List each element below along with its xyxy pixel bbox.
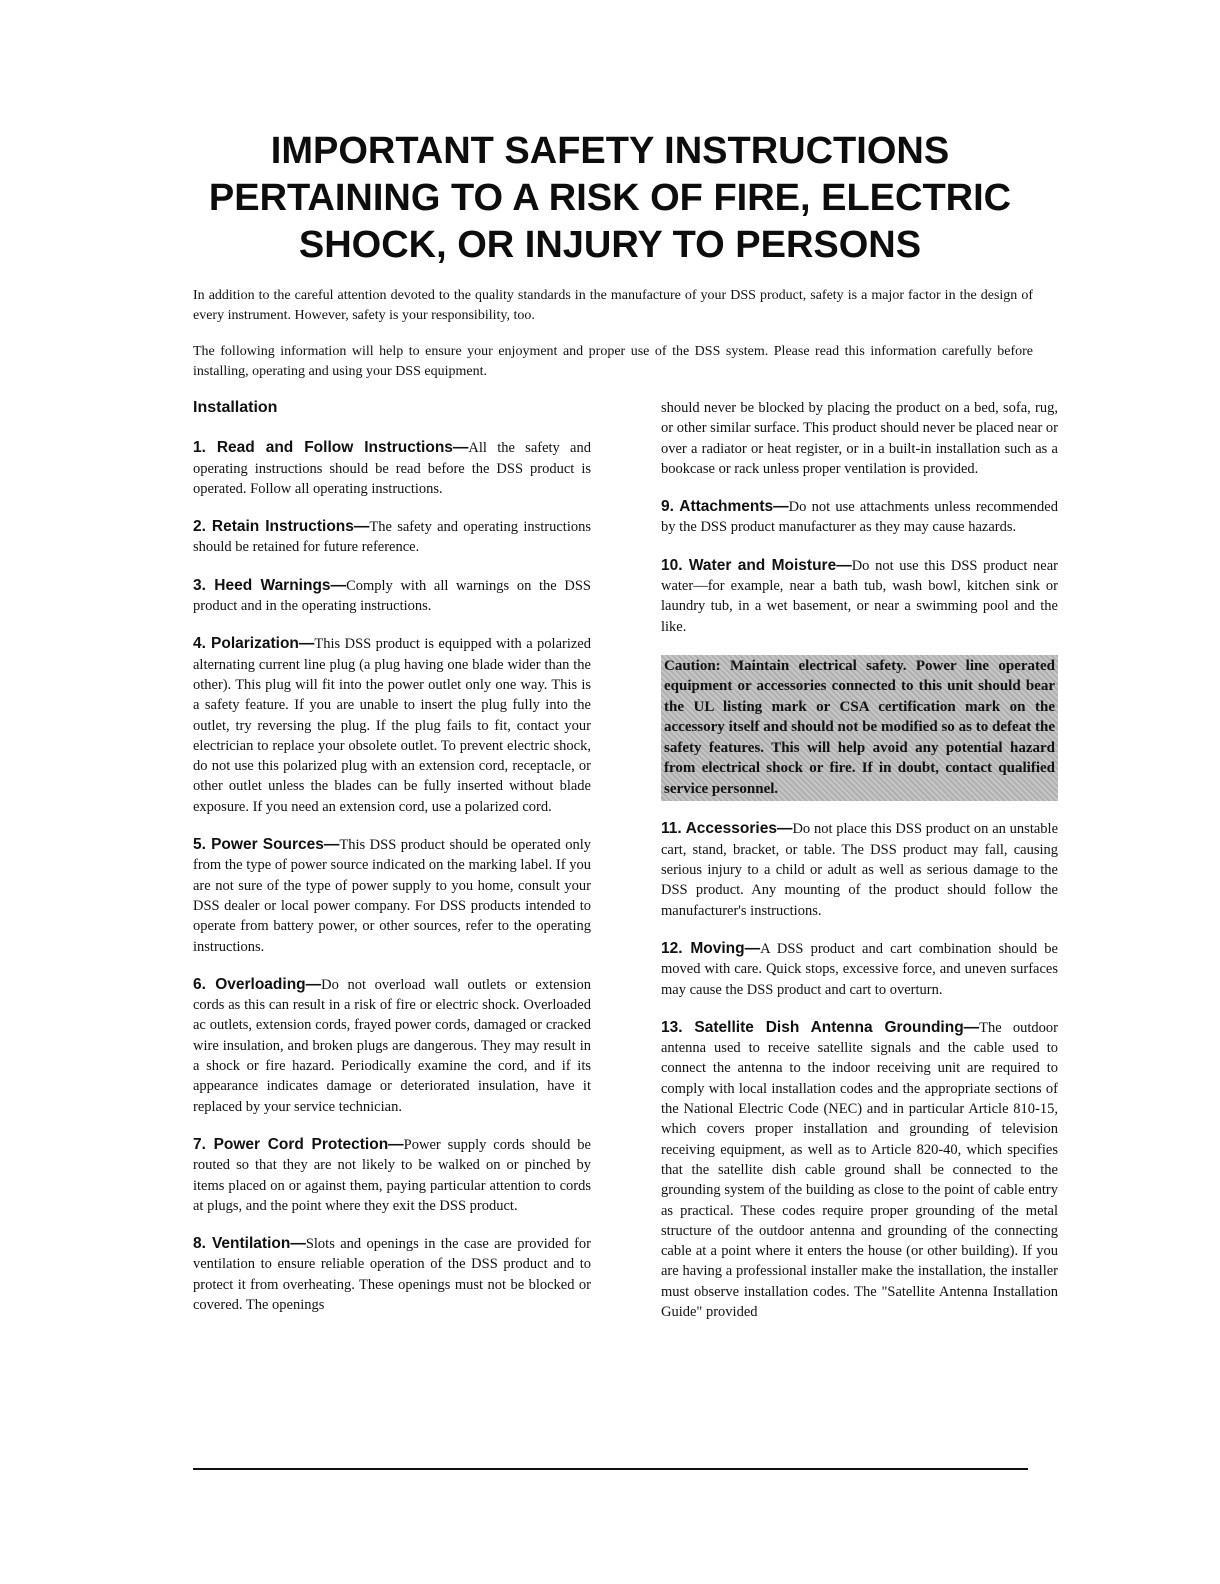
item-body: The safety and operating instructions should be retained for future reference. <box>193 519 591 556</box>
item-heading: 12. Moving— <box>661 939 761 957</box>
item-body: Do not place this DSS product on an unstable cart, stand, bracket, or table. The DSS product may fall, causing serious injury to a child or adult as well as serious damage to the DSS product. Any mounting of the product should follow the manufacturer's instructions. <box>661 821 1058 919</box>
item-body: Do not overload wall outlets or extension cords as this can result in a risk of fire or electric shock. Overloaded ac outlets, extension cords, frayed power cords, damaged or cracked wire insulation, and broken plugs are dangerous. They may result in a shock or fire hazard. Periodically examine the cord, and if its appearance indicates damage or deteriorated insulation, have it replaced by your service technician. <box>193 976 592 1115</box>
footer-rule <box>193 1468 1028 1470</box>
instruction-item-8 <box>193 1234 591 1315</box>
item-body: Power supply cords should be routed so that they are not likely to be walked on or pinched by items placed on or against them, paying particular attention to cords at plugs, and the point where they exit the DSS product. <box>193 1136 591 1214</box>
item-body: This DSS product is equipped with a polarized alternating current line plug (a plug having one blade wider than the other). This plug will fit into the power outlet only one way. This is a safety feature. If you are unable to insert the plug fully into the outlet, try reversing the plug. If the plug fails to fit, contact your electrician to replace your obsolete outlet. To prevent electric shock, do not use this polarized plug with an extension cord, receptacle, or other outlet unless the blades can be fully inserted without blade exposure. If you need an extension cord, use a polarized cord. <box>193 636 591 815</box>
item-body: Comply with all warnings on the DSS product and in the operating instructions. <box>193 577 591 615</box>
item-body: The outdoor antenna used to receive satellite signals and the cable used to connect the antenna to the indoor receiving unit are required to comply with local installation codes and the appropriate sections of the National Electric Code (NEC) and in particular Article 810-15, which covers proper installation and grounding of television receiving equipment, as well as to Article 820-40, which specifies that the satellite dish cable ground shall be connected to the grounding system of the building as close to the point of cable entry as practical. These codes require proper grounding of the metal structure of the outdoor antenna and grounding of the connecting cable at a point where it enters the house (or other building). If you are having a professional installer make the installation, the installer must observe installation codes. The "Satellite Antenna Installation Guide" provided <box>661 1019 1058 1320</box>
title-line-1: IMPORTANT SAFETY INSTRUCTIONS <box>270 130 950 172</box>
instruction-item-6 <box>193 975 591 1117</box>
item-heading: 10. Water and Moisture— <box>661 556 852 574</box>
title-line-2: PERTAINING TO A RISK OF FIRE, ELECTRIC <box>208 177 1012 219</box>
item-heading: 1. Read and Follow Instructions— <box>193 439 469 457</box>
item-heading: 6. Overloading— <box>193 975 322 993</box>
item-heading: 2. Retain Instructions— <box>193 518 370 536</box>
left-column <box>193 398 591 1333</box>
instruction-item-10 <box>661 556 1058 637</box>
item-body: Do not use attachments unless recommended by the DSS product manufacturer as they may cause hazards. <box>661 499 1058 536</box>
item-heading: 13. Satellite Dish Antenna Grounding— <box>661 1018 980 1036</box>
caution-box: Caution: Maintain electrical safety. Power line operated equipment or accessories connected to this unit should bear the UL listing mark or CSA certification mark on the accessory itself and should not be modified so as to defeat the safety features. This will help avoid any potential hazard from electrical shock or fire. If in doubt, contact qualified service personnel. <box>661 655 1058 802</box>
instruction-item-4 <box>193 634 591 817</box>
item-heading: 8. Ventilation— <box>193 1235 306 1253</box>
instruction-item-3 <box>193 576 591 617</box>
item-heading: 5. Power Sources— <box>193 836 340 854</box>
instruction-item-11 <box>661 819 1058 920</box>
item-body: A DSS product and cart combination should be moved with care. Quick stops, excessive force, and uneven surfaces may cause the DSS product and cart to overturn. <box>661 940 1058 998</box>
instruction-item-5 <box>193 835 591 957</box>
item-heading: 3. Heed Warnings— <box>193 576 347 594</box>
item-body: This DSS product should be operated only from the type of power source indicated on the marking label. If you are not sure of the type of power supply to you home, consult your DSS dealer or local power company. For DSS products intended to operate from battery power, or other sources, refer to the operating instructions. <box>193 837 591 955</box>
page-title <box>150 128 1070 269</box>
item-body: All the safety and operating instructions should be read before the DSS product is operated. Follow all operating instructions. <box>193 440 591 497</box>
intro-paragraph-1: In addition to the careful attention devoted to the quality standards in the manufacture of your DSS product, safety is a major factor in the design of every instrument. However, safety is your responsibility, too. <box>193 288 1033 323</box>
item-heading: 11. Accessories— <box>661 820 793 838</box>
item-heading: 7. Power Cord Protection— <box>193 1135 404 1153</box>
item-heading: 4. Polarization— <box>193 635 315 653</box>
instruction-item-1 <box>193 438 591 499</box>
instruction-item-12 <box>661 939 1058 1000</box>
item-body: Slots and openings in the case are provided for ventilation to ensure reliable operation of the DSS product and to protect it from overheating. These openings must not be blocked or covered. The openings <box>193 1236 591 1313</box>
right-column <box>661 398 1058 1340</box>
intro-paragraph-2: The following information will help to ensure your enjoyment and proper use of the DSS system. Please read this information carefully before installing, operating and using your DSS equipment. <box>193 344 1033 379</box>
instruction-item-13 <box>661 1018 1058 1322</box>
item-heading: 9. Attachments— <box>661 498 789 516</box>
title-line-3: SHOCK, OR INJURY TO PERSONS <box>298 224 922 266</box>
instruction-item-2 <box>193 517 591 558</box>
item-body: Do not use this DSS product near water—for example, near a bath tub, wash bowl, kitchen sink or laundry tub, in a wet basement, or near a swimming pool and the like. <box>661 557 1059 635</box>
instruction-item-7 <box>193 1135 591 1216</box>
instruction-item-9 <box>661 497 1058 538</box>
instruction-item-8-continued: should never be blocked by placing the product on a bed, sofa, rug, or other similar surface. This product should never be placed near or over a radiator or heat register, or in a built-in installation such as a bookcase or rack unless proper ventilation is provided. <box>661 400 1058 477</box>
section-heading-installation: Installation <box>193 399 278 416</box>
